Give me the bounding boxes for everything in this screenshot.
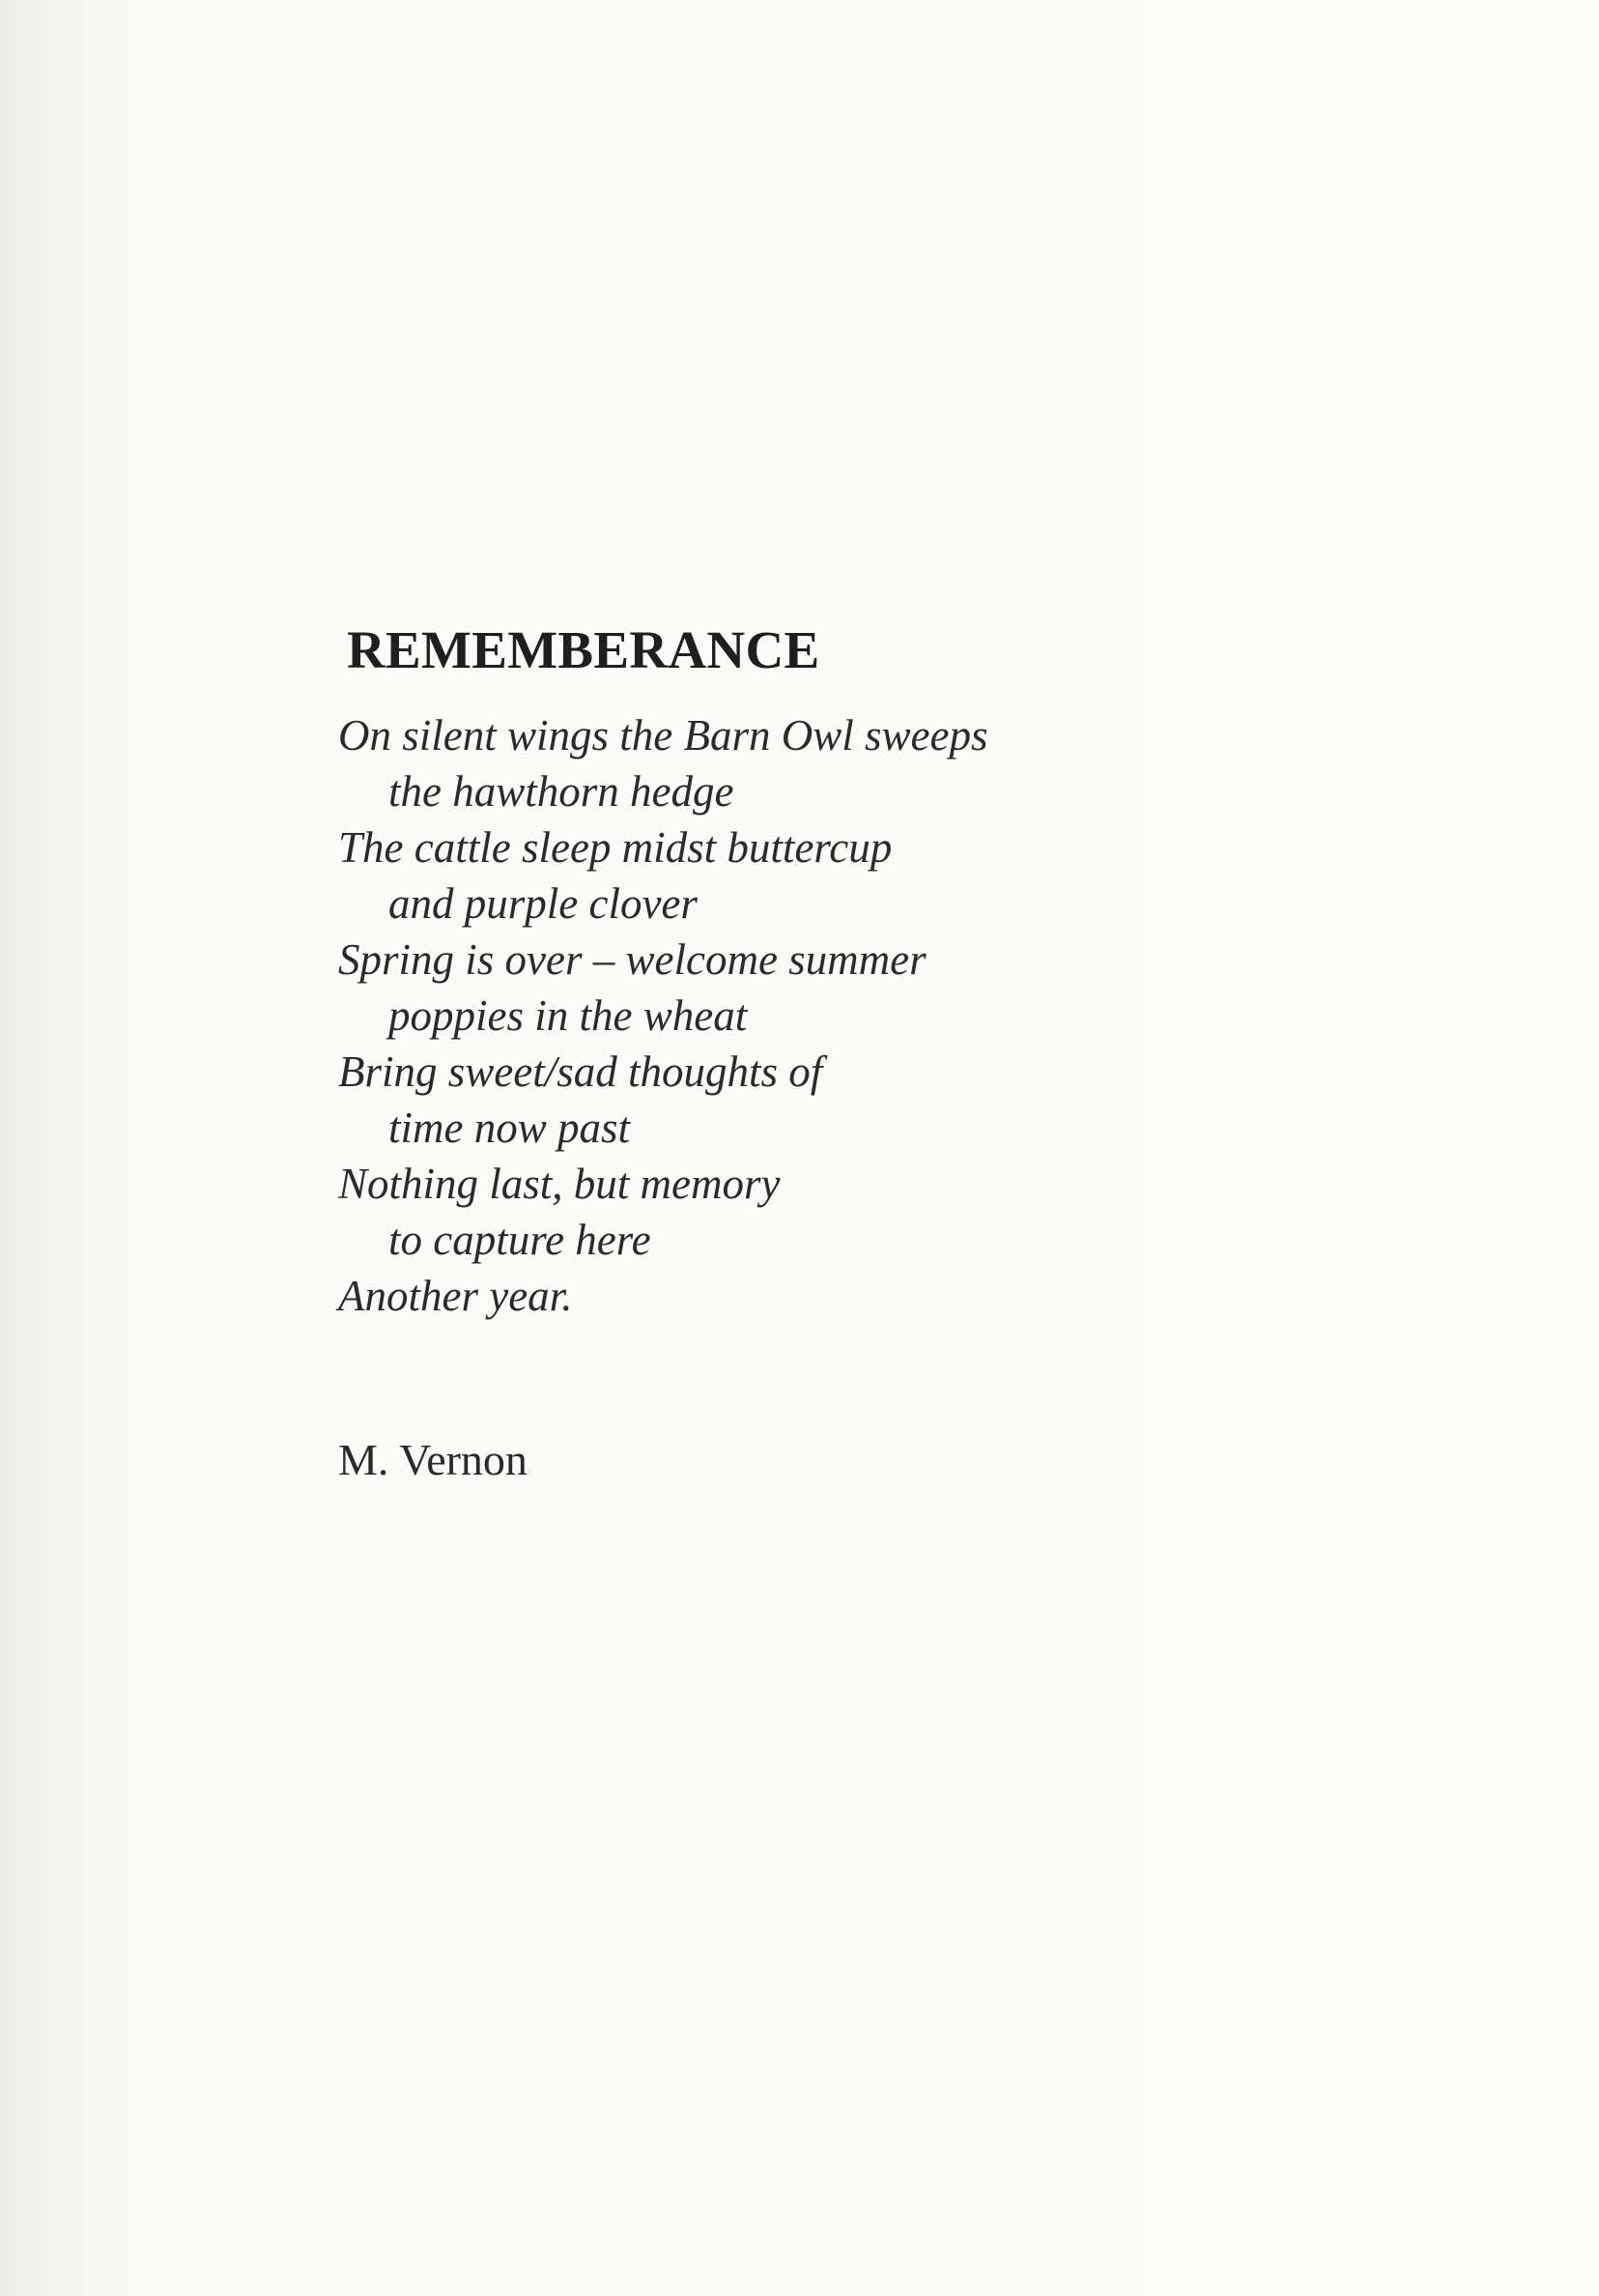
poem-line: time now past xyxy=(388,1104,631,1152)
poem-author: M. Vernon xyxy=(338,1435,528,1484)
poem-line: The cattle sleep midst buttercup xyxy=(338,823,893,872)
poem-line: and purple clover xyxy=(388,879,698,928)
poem-line: Bring sweet/sad thoughts of xyxy=(338,1048,823,1096)
poem-line: poppies in the wheat xyxy=(388,991,748,1040)
poem-line: to capture here xyxy=(388,1216,651,1264)
poem-body xyxy=(338,707,1208,1324)
poem-title: REMEMBERANCE xyxy=(347,620,820,679)
poem-line: On silent wings the Barn Owl sweeps xyxy=(338,711,988,760)
poem-block xyxy=(338,618,1208,1488)
poem-line: Another year. xyxy=(338,1272,573,1320)
poem-line: Nothing last, but memory xyxy=(338,1160,781,1208)
poem-line: Spring is over – welcome summer xyxy=(338,935,927,984)
poem-line: the hawthorn hedge xyxy=(388,767,734,816)
